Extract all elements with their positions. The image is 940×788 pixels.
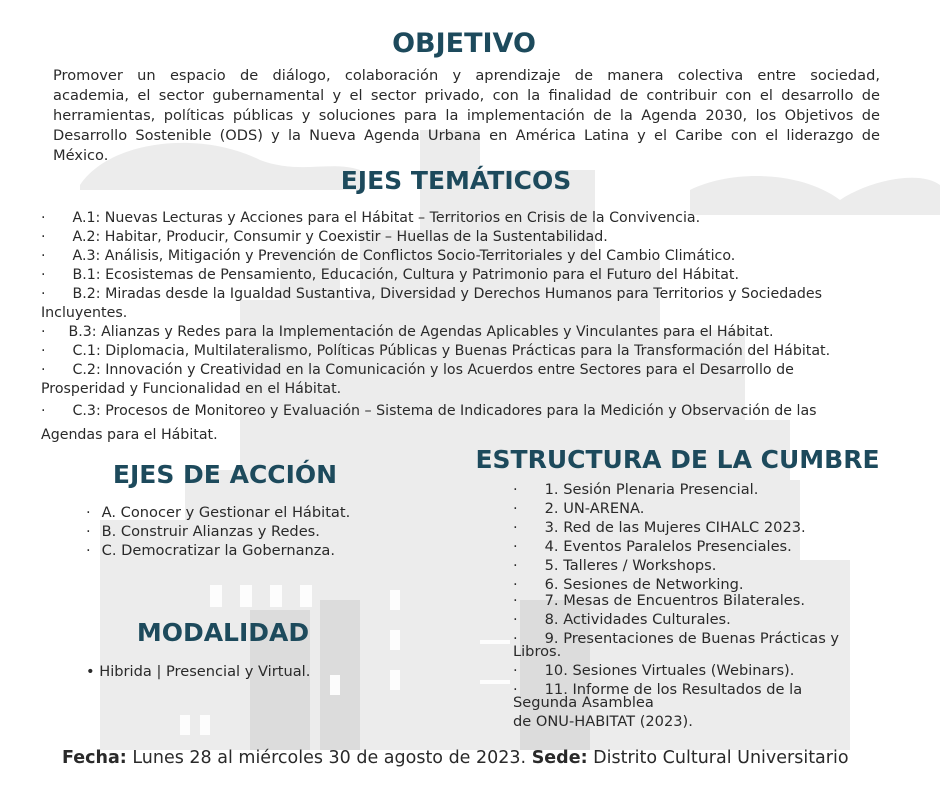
- eje-item-a2: A.2: Habitar, Producir, Consumir y Coexistir – Huellas de la Sustentabilidad.: [72, 229, 608, 245]
- bullet: ·: [41, 267, 46, 283]
- bullet: ·: [513, 611, 518, 628]
- fecha-value: Lunes 28 al miércoles 30 de agosto de 2023.: [132, 748, 527, 768]
- estructura-item-11: 11. Informe de los Resultados de la: [544, 681, 803, 698]
- objetivo-line: academia, el sector gubernamental y el sector privado, con la finalidad de contribuir con el desarrollo de: [53, 87, 880, 104]
- bullet: ·: [86, 504, 91, 521]
- accion-item-a: A. Conocer y Gestionar el Hábitat.: [101, 504, 351, 521]
- bullet: ·: [513, 630, 518, 647]
- fecha-label: Fecha:: [62, 748, 127, 768]
- estructura-item-10: 10. Sesiones Virtuales (Webinars).: [544, 662, 795, 679]
- eje-item-a1: A.1: Nuevas Lecturas y Acciones para el Hábitat – Territorios en Crisis de la Convivencia.: [72, 210, 701, 226]
- estructura-title: ESTRUCTURA DE LA CUMBRE: [475, 445, 880, 474]
- estructura-item-5: 5. Talleres / Workshops.: [544, 557, 717, 574]
- eje-item-c2: C.2: Innovación y Creatividad en la Comunicación y los Acuerdos entre Sectores para el Desarrollo de: [72, 362, 794, 378]
- estructura-item-9-cont: Libros.: [513, 643, 562, 660]
- objetivo-paragraph: [53, 66, 880, 166]
- objetivo-line: Promover un espacio de diálogo, colaboración y aprendizaje de manera colectiva entre sociedad,: [53, 67, 880, 84]
- accion-item-b: B. Construir Alianzas y Redes.: [101, 523, 320, 540]
- bullet: ·: [86, 523, 91, 540]
- objetivo-title: OBJETIVO: [392, 28, 536, 59]
- ejes-tematicos-title: EJES TEMÁTICOS: [340, 166, 572, 195]
- footer: [62, 748, 849, 768]
- estructura-item-7: 7. Mesas de Encuentros Bilaterales.: [544, 592, 805, 609]
- bullet: ·: [41, 324, 46, 340]
- eje-item-b2-cont: Incluyentes.: [41, 305, 128, 321]
- objetivo-line: México.: [53, 147, 109, 164]
- estructura-item-4: 4. Eventos Paralelos Presenciales.: [544, 538, 792, 555]
- eje-item-b1: B.1: Ecosistemas de Pensamiento, Educación, Cultura y Patrimonio para el Futuro del Hábitat.: [72, 267, 739, 283]
- eje-item-b2: B.2: Miradas desde la Igualdad Sustantiva, Diversidad y Derechos Humanos para Territorios y Sociedades: [72, 286, 823, 302]
- bullet: ·: [41, 343, 46, 359]
- bullet: ·: [41, 248, 46, 264]
- bullet: ·: [86, 542, 91, 559]
- bullet: ·: [41, 286, 46, 302]
- bullet: ·: [41, 210, 46, 226]
- estructura-item-2: 2. UN-ARENA.: [544, 500, 645, 517]
- eje-item-b3: B.3: Alianzas y Redes para la Implementación de Agendas Aplicables y Vinculantes para el Hábitat.: [68, 324, 774, 340]
- bullet: ·: [513, 576, 518, 593]
- modalidad-item: • Hibrida | Presencial y Virtual.: [86, 663, 311, 680]
- estructura-item-3: 3. Red de las Mujeres CIHALC 2023.: [544, 519, 806, 536]
- bullet: ·: [513, 538, 518, 555]
- objetivo-line: herramientas, políticas públicas y soluciones para la implementación de la Agenda 2030, los Objetivos de: [53, 107, 880, 124]
- estructura-item-9: 9. Presentaciones de Buenas Prácticas y: [544, 630, 840, 647]
- eje-item-c3-cont: Agendas para el Hábitat.: [41, 427, 218, 443]
- objetivo-line: Desarrollo Sostenible (ODS) y la Nueva Agenda Urbana en América Latina y el Caribe con el liderazgo de: [53, 127, 880, 144]
- estructura-item-6: 6. Sesiones de Networking.: [544, 576, 744, 593]
- bullet: ·: [513, 500, 518, 517]
- bullet: ·: [513, 481, 518, 498]
- bullet: ·: [41, 403, 46, 419]
- estructura-item-1: 1. Sesión Plenaria Presencial.: [544, 481, 759, 498]
- eje-item-a3: A.3: Análisis, Mitigación y Prevención de Conflictos Socio-Territoriales y del Cambio Climático.: [72, 248, 736, 264]
- bullet: ·: [513, 557, 518, 574]
- eje-item-c3: C.3: Procesos de Monitoreo y Evaluación – Sistema de Indicadores para la Medición y Observación de las: [72, 403, 817, 419]
- estructura-item-11-cont2: de ONU-HABITAT (2023).: [513, 713, 693, 730]
- sede-label: Sede:: [531, 748, 588, 768]
- modalidad-title: MODALIDAD: [136, 618, 310, 647]
- bullet: ·: [513, 592, 518, 609]
- bullet: ·: [513, 519, 518, 536]
- eje-item-c2-cont: Prosperidad y Funcionalidad en el Hábitat.: [41, 381, 342, 397]
- bullet: ·: [41, 229, 46, 245]
- bullet: ·: [41, 362, 46, 378]
- eje-item-c1: C.1: Diplomacia, Multilateralismo, Políticas Públicas y Buenas Prácticas para la Transformación del Hábitat.: [72, 343, 831, 359]
- sede-value: Distrito Cultural Universitario: [593, 748, 849, 768]
- bullet: ·: [513, 662, 518, 679]
- ejes-accion-title: EJES DE ACCIÓN: [112, 460, 338, 489]
- bullet: ·: [513, 681, 518, 698]
- estructura-item-8: 8. Actividades Culturales.: [544, 611, 731, 628]
- estructura-item-11-cont: Segunda Asamblea: [513, 694, 654, 711]
- accion-item-c: C. Democratizar la Gobernanza.: [101, 542, 335, 559]
